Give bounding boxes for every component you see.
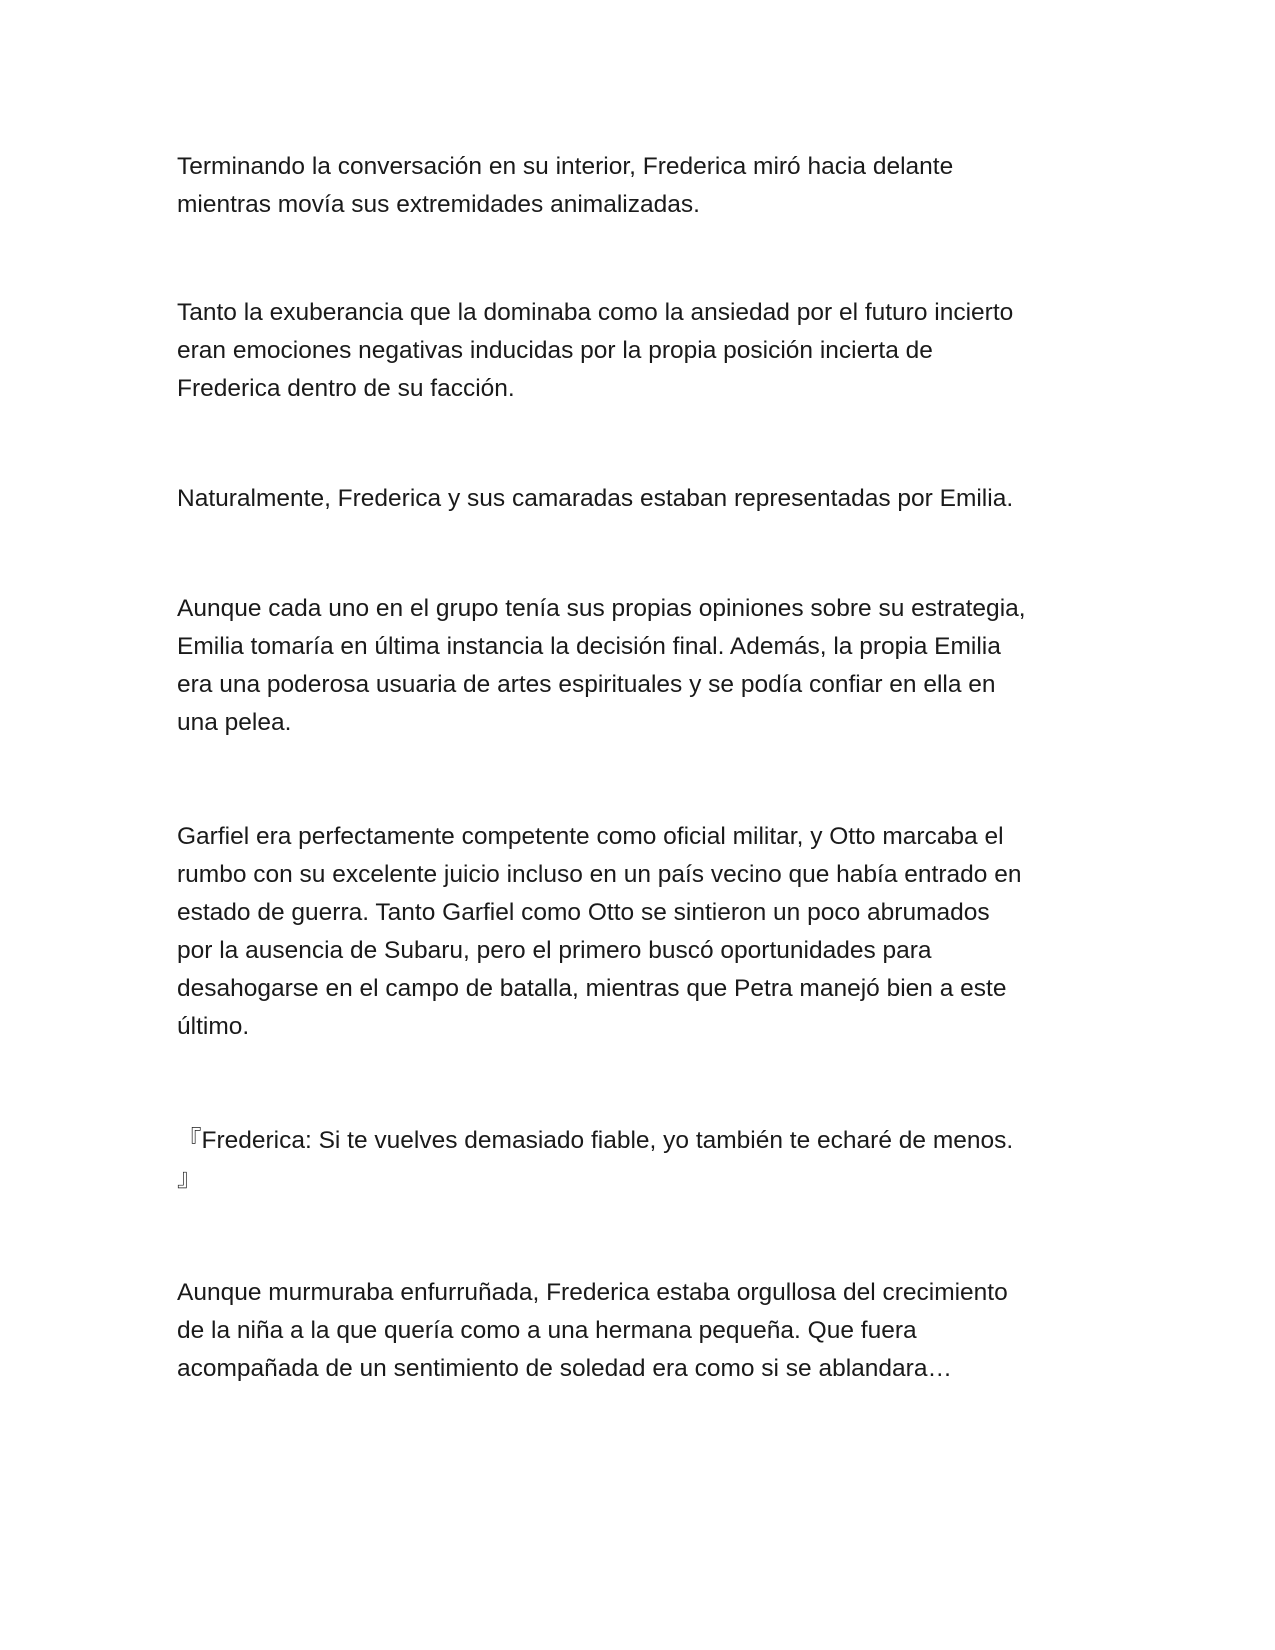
paragraph-line: Garfiel era perfectamente competente como oficial militar, y Otto marcaba el: [177, 823, 1004, 850]
paragraph-2: [177, 294, 1117, 408]
paragraph-line: 『Frederica: Si te vuelves demasiado fiable, yo también te echaré de menos.: [177, 1127, 1014, 1154]
paragraph-line: desahogarse en el campo de batalla, mientras que Petra manejó bien a este: [177, 975, 1007, 1002]
paragraph-line: de la niña a la que quería como a una hermana pequeña. Que fuera: [177, 1317, 917, 1344]
paragraph-line: Emilia tomaría en última instancia la decisión final. Además, la propia Emilia: [177, 633, 1001, 660]
paragraph-line: Tanto la exuberancia que la dominaba como la ansiedad por el futuro incierto: [177, 299, 1014, 326]
paragraph-4: [177, 590, 1117, 742]
paragraph-line: 』: [177, 1165, 202, 1192]
paragraph-line: Aunque murmuraba enfurruñada, Frederica estaba orgullosa del crecimiento: [177, 1279, 1008, 1306]
paragraph-line: Terminando la conversación en su interior, Frederica miró hacia delante: [177, 153, 954, 180]
paragraph-line: Naturalmente, Frederica y sus camaradas estaban representadas por Emilia.: [177, 485, 1014, 512]
paragraph-line: mientras movía sus extremidades animalizadas.: [177, 191, 700, 218]
paragraph-line: por la ausencia de Subaru, pero el primero buscó oportunidades para: [177, 937, 932, 964]
paragraph-line: estado de guerra. Tanto Garfiel como Otto se sintieron un poco abrumados: [177, 899, 990, 926]
paragraph-5: [177, 818, 1117, 1046]
paragraph-line: acompañada de un sentimiento de soledad era como si se ablandara…: [177, 1355, 952, 1382]
paragraph-line: rumbo con su excelente juicio incluso en un país vecino que había entrado en: [177, 861, 1022, 888]
paragraph-3: [177, 480, 1117, 518]
paragraph-1: [177, 148, 1117, 224]
paragraph-line: eran emociones negativas inducidas por la propia posición incierta de: [177, 337, 933, 364]
paragraph-7: [177, 1274, 1117, 1388]
paragraph-line: era una poderosa usuaria de artes espirituales y se podía confiar en ella en: [177, 671, 996, 698]
paragraph-line: Aunque cada uno en el grupo tenía sus propias opiniones sobre su estrategia,: [177, 595, 1026, 622]
paragraph-line: una pelea.: [177, 709, 292, 736]
paragraph-line: Frederica dentro de su facción.: [177, 375, 515, 402]
paragraph-line: último.: [177, 1013, 250, 1040]
dialogue-quote: [177, 1122, 1117, 1198]
